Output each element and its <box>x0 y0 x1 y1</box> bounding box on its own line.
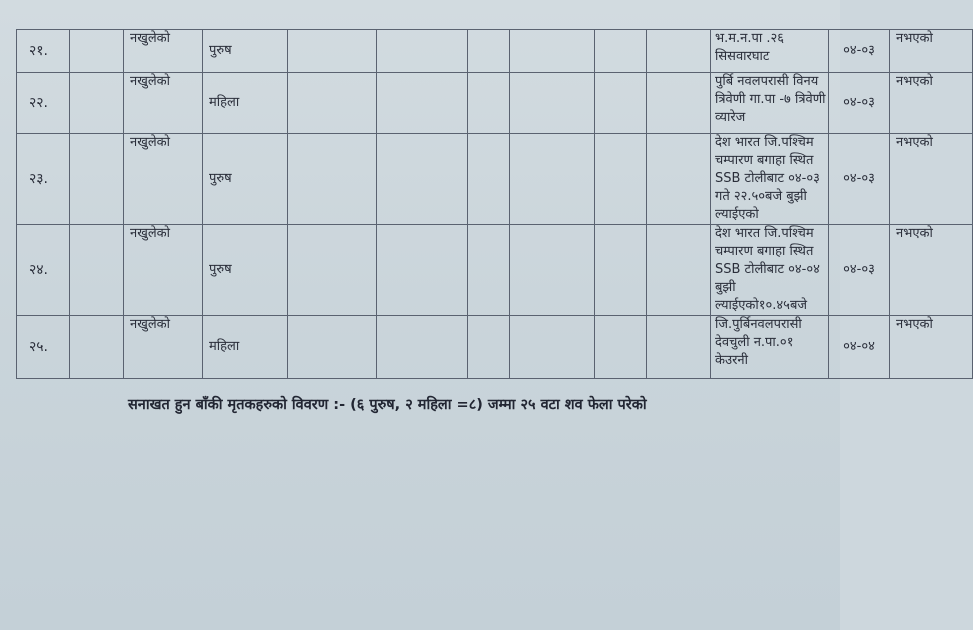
empty-cell <box>468 134 510 225</box>
found-place-cell: देश भारत जि.पश्चिम चम्पारण बगाहा स्थित SSB टोलीबाट ०४-०३ गते २२.५०बजे बुझी ल्याईएको <box>711 134 829 225</box>
identity-status-cell: नखुलेको <box>124 225 203 316</box>
empty-cell <box>510 316 595 379</box>
empty-cell <box>647 73 711 134</box>
table-row <box>17 316 973 379</box>
empty-cell <box>647 30 711 73</box>
empty-cell <box>70 316 124 379</box>
serial-number-cell: २२. <box>17 73 70 134</box>
empty-cell <box>377 134 468 225</box>
empty-cell <box>468 73 510 134</box>
summary-line: सनाखत हुन बाँकी मृतकहरुको विवरण :- (६ पुरुष, २ महिला =८) जम्मा २५ वटा शव फेला परेको <box>128 397 647 413</box>
table-row <box>17 134 973 225</box>
table-row <box>17 225 973 316</box>
empty-cell <box>595 30 647 73</box>
empty-cell <box>510 30 595 73</box>
empty-cell <box>288 316 377 379</box>
empty-cell <box>377 225 468 316</box>
empty-cell <box>647 134 711 225</box>
empty-cell <box>377 73 468 134</box>
empty-cell <box>468 316 510 379</box>
empty-cell <box>288 225 377 316</box>
empty-cell <box>595 73 647 134</box>
found-place-cell: भ.म.न.पा .२६ सिसवारघाट <box>711 30 829 73</box>
date-cell: ०४-०३ <box>829 73 890 134</box>
remark-cell: नभएको <box>890 225 973 316</box>
empty-cell <box>377 316 468 379</box>
date-cell: ०४-०३ <box>829 30 890 73</box>
identity-status-cell: नखुलेको <box>124 73 203 134</box>
empty-cell <box>510 73 595 134</box>
empty-cell <box>510 134 595 225</box>
serial-number-cell: २५. <box>17 316 70 379</box>
empty-cell <box>288 134 377 225</box>
date-cell: ०४-०३ <box>829 134 890 225</box>
remark-cell: नभएको <box>890 73 973 134</box>
empty-cell <box>647 225 711 316</box>
empty-cell <box>595 225 647 316</box>
remark-cell: नभएको <box>890 30 973 73</box>
remark-cell: नभएको <box>890 134 973 225</box>
empty-cell <box>595 134 647 225</box>
table-row <box>17 73 973 134</box>
empty-cell <box>595 316 647 379</box>
gender-cell: पुरुष <box>203 225 288 316</box>
found-place-cell: जि.पुर्बिनवलपरासी देवचुली न.पा.०१ केउरनी <box>711 316 829 379</box>
empty-cell <box>468 225 510 316</box>
identity-status-cell: नखुलेको <box>124 134 203 225</box>
bodies-record-table <box>16 29 973 379</box>
serial-number-cell: २४. <box>17 225 70 316</box>
empty-cell <box>70 225 124 316</box>
table-row <box>17 30 973 73</box>
serial-number-cell: २१. <box>17 30 70 73</box>
empty-cell <box>70 73 124 134</box>
gender-cell: महिला <box>203 73 288 134</box>
identity-status-cell: नखुलेको <box>124 316 203 379</box>
gender-cell: पुरुष <box>203 30 288 73</box>
empty-cell <box>288 73 377 134</box>
remark-cell: नभएको <box>890 316 973 379</box>
found-place-cell: पुर्बि नवलपरासी विनय त्रिवेणी गा.पा -७ त्रिवेणी व्यारेज <box>711 73 829 134</box>
identity-status-cell: नखुलेको <box>124 30 203 73</box>
empty-cell <box>377 30 468 73</box>
empty-cell <box>468 30 510 73</box>
empty-cell <box>647 316 711 379</box>
gender-cell: महिला <box>203 316 288 379</box>
date-cell: ०४-०४ <box>829 316 890 379</box>
serial-number-cell: २३. <box>17 134 70 225</box>
empty-cell <box>70 30 124 73</box>
empty-cell <box>288 30 377 73</box>
found-place-cell: देश भारत जि.पश्चिम चम्पारण बगाहा स्थित SSB टोलीबाट ०४-०४ बुझी ल्याईएको१०.४५बजे <box>711 225 829 316</box>
empty-cell <box>510 225 595 316</box>
gender-cell: पुरुष <box>203 134 288 225</box>
empty-cell <box>70 134 124 225</box>
date-cell: ०४-०३ <box>829 225 890 316</box>
